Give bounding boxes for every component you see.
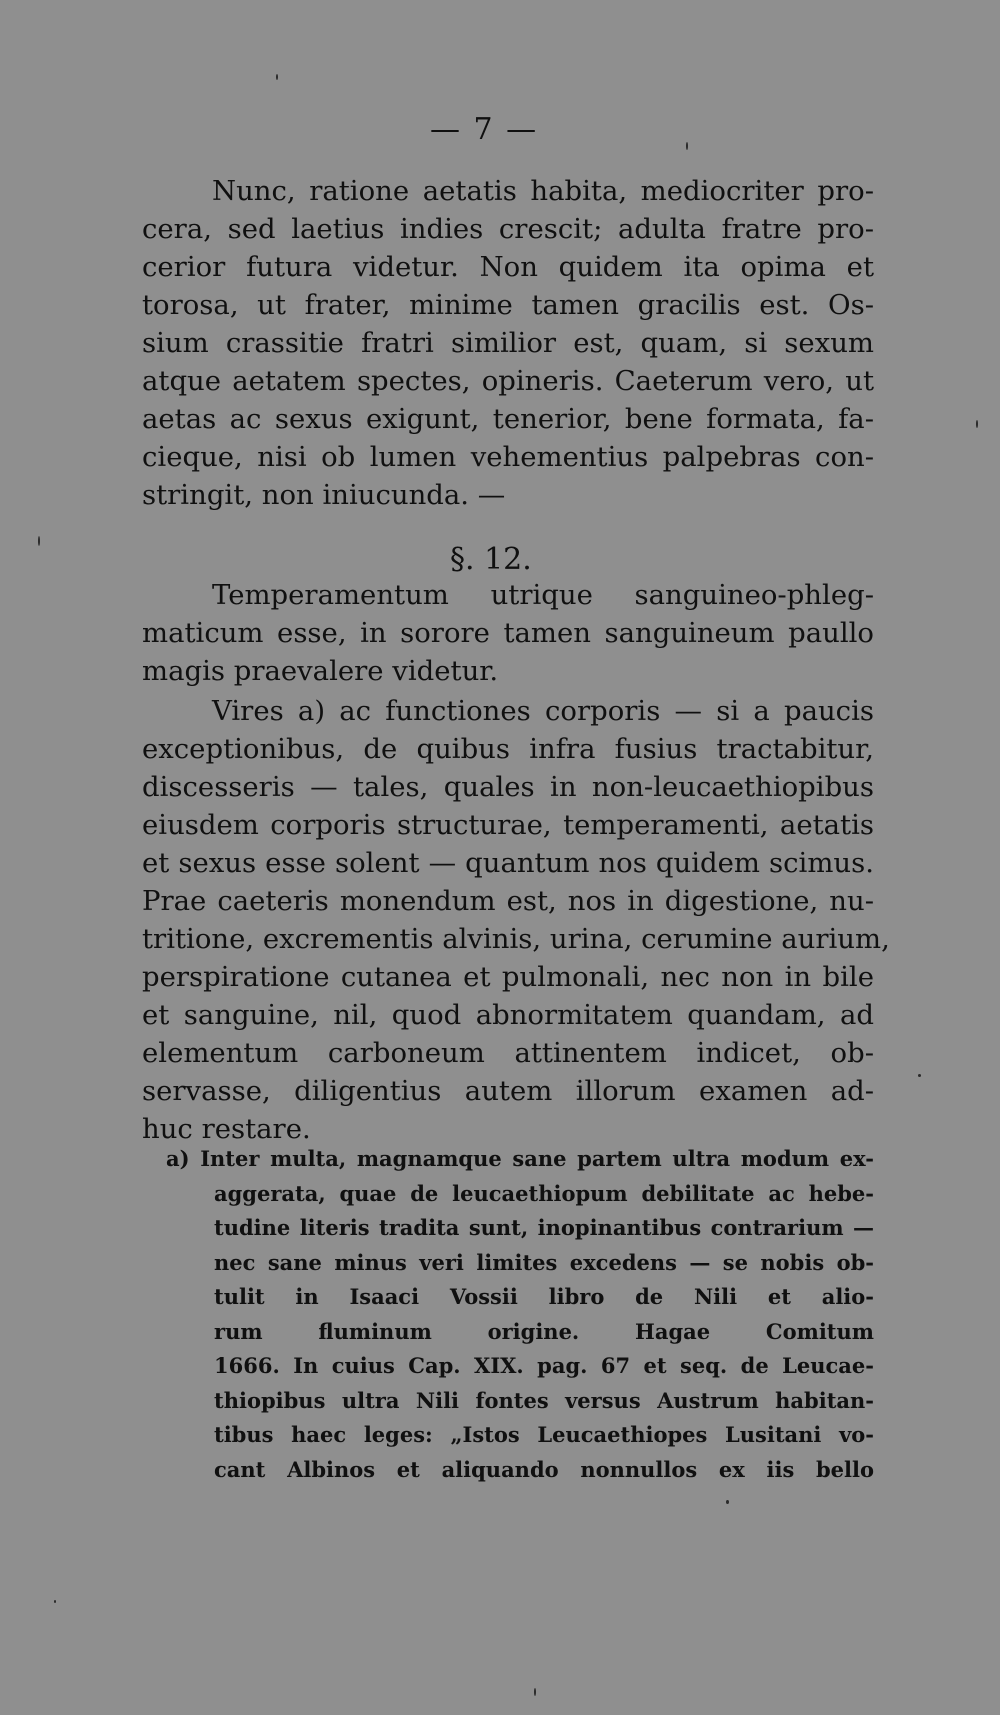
- text-line: et sanguine, nil, quod abnormitatem quandam, ad: [142, 999, 874, 1031]
- text-line: sium crassitie fratri similior est, quam, si sexum: [142, 327, 874, 359]
- scan-speck: [534, 1688, 536, 1696]
- text-line: et sexus esse solent — quantum nos quidem scimus.: [142, 847, 874, 879]
- text-line: eiusdem corporis structurae, temperamenti, aetatis: [142, 809, 874, 841]
- text-line: Prae caeteris monendum est, nos in digestione, nu-: [142, 885, 874, 917]
- text-line: servasse, diligentius autem illorum examen ad-: [142, 1075, 874, 1107]
- text-line: exceptionibus, de quibus infra fusius tractabitur,: [142, 733, 874, 765]
- text-line: stringit, non iniucunda. —: [142, 479, 506, 511]
- text-line: elementum carboneum attinentem indicet, ob-: [142, 1037, 874, 1069]
- scan-speck: [976, 420, 978, 428]
- scan-speck: [276, 74, 278, 80]
- footnote: [166, 1142, 874, 1487]
- text-line: cera, sed laetius indies crescit; adulta fratre pro-: [142, 213, 874, 245]
- footnote-line: tudine literis tradita sunt, inopinantibus contrarium —: [214, 1215, 874, 1240]
- text-line: discesseris — tales, quales in non-leucaethiopibus: [142, 771, 874, 803]
- text-line: cieque, nisi ob lumen vehementius palpebras con-: [142, 441, 874, 473]
- text-line: atque aetatem spectes, opineris. Caeterum vero, ut: [142, 365, 874, 397]
- text-line: perspiratione cutanea et pulmonali, nec non in bile: [142, 961, 874, 993]
- text-line: Vires a) ac functiones corporis — si a paucis: [212, 695, 874, 727]
- text-line: magis praevalere videtur.: [142, 655, 499, 687]
- text-line: Nunc, ratione aetatis habita, mediocriter pro-: [212, 175, 874, 207]
- scan-speck: [686, 142, 688, 150]
- text-line: huc restare.: [142, 1113, 311, 1145]
- footnote-line: cant Albinos et aliquando nonnullos ex iis bello: [214, 1456, 874, 1482]
- footnote-line: aggerata, quae de leucaethiopum debilitate ac hebe-: [214, 1180, 874, 1206]
- footnote-line: a) Inter multa, magnamque sane partem ultra modum ex-: [166, 1146, 874, 1171]
- page-number: — 7 —: [430, 112, 539, 147]
- text-line: tritione, excrementis alvinis, urina, cerumine aurium,: [142, 923, 890, 955]
- footnote-line: 1666. In cuius Cap. XIX. pag. 67 et seq. de Leucae-: [214, 1353, 874, 1378]
- section-heading: §. 12.: [450, 542, 532, 577]
- text-line: maticum esse, in sorore tamen sanguineum paullo: [142, 617, 874, 649]
- paragraph-3: [142, 692, 890, 1148]
- scan-speck: [726, 1500, 729, 1504]
- text-line: aetas ac sexus exigunt, tenerior, bene formata, fa-: [142, 403, 874, 435]
- paragraph-2: [142, 576, 874, 690]
- footnote-line: tulit in Isaaci Vossii libro de Nili et alio-: [214, 1284, 874, 1309]
- footnote-line: rum fluminum origine. Hagae Comitum: [214, 1318, 874, 1344]
- scan-speck: [918, 1074, 921, 1077]
- text-line: Temperamentum utrique sanguineo-phleg-: [212, 579, 874, 611]
- text-line: torosa, ut frater, minime tamen gracilis est. Os-: [142, 289, 874, 321]
- paragraph-1: [142, 172, 874, 514]
- footnote-line: tibus haec leges: „Istos Leucaethiopes Lusitani vo-: [214, 1422, 874, 1447]
- scan-speck: [38, 536, 40, 546]
- footnote-line: thiopibus ultra Nili fontes versus Austrum habitan-: [214, 1387, 874, 1413]
- footnote-line: nec sane minus veri limites excedens — se nobis ob-: [214, 1249, 874, 1275]
- scan-speck: [54, 1600, 56, 1603]
- text-line: cerior futura videtur. Non quidem ita opima et: [142, 251, 874, 283]
